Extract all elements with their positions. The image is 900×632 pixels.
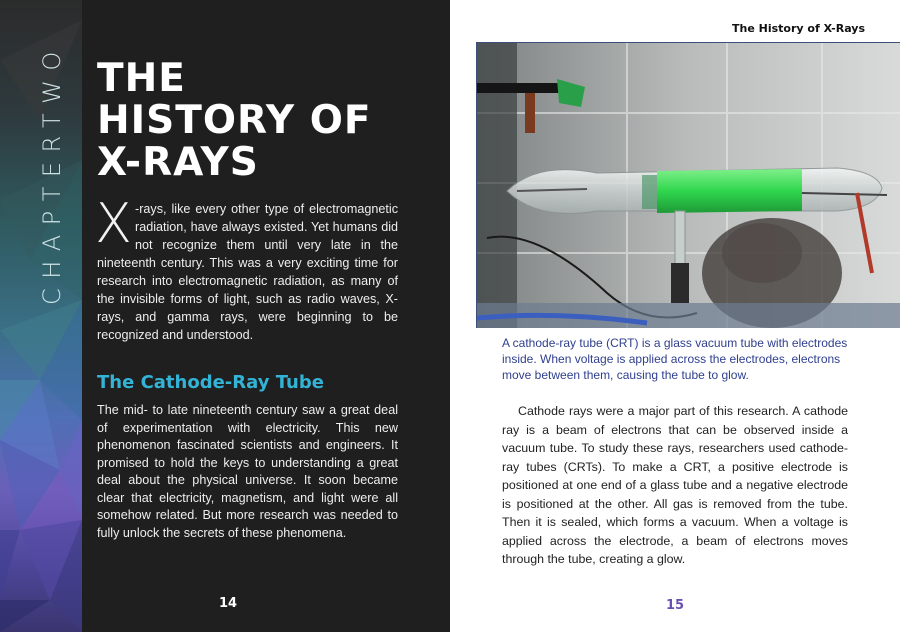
title-line: X-RAYS	[97, 140, 259, 185]
title-line: THE	[97, 56, 186, 101]
section-heading: The Cathode-Ray Tube	[97, 372, 324, 393]
intro-paragraph	[95, 192, 398, 344]
running-header: The History of X-Rays	[732, 22, 865, 35]
intro-text: -rays, like every other type of electromagnetic radiation, have always existed. Yet humans did not recognize them until very late in the nineteenth century. This was a very exciting time for research into electromagnetic radiation, as many of the invisible forms of light, such as radio waves, X-rays, and gamma rays, were beginning to be recognized and understood.	[97, 202, 398, 342]
body-paragraph: Cathode rays were a major part of this research. A cathode ray is a beam of electrons that can be observed inside a vacuum tube. To study these rays, researchers used cathode-ray tubes (CRTs). To make a CRT, a positive electrode is positioned at one end of a glass tube and a negative electrode is positioned at the other. All gas is removed from the tube. Then it is sealed, which forms a vacuum. When a voltage is applied across the electrode, a beam of electrons moves through the tube, creating a glow.	[502, 404, 848, 566]
chapter-side-strip	[0, 0, 82, 632]
cathode-ray-tube-photo	[476, 42, 900, 328]
title-line: HISTORY OF	[97, 98, 372, 143]
chapter-label: CHAPTERTWO	[38, 42, 66, 305]
photo-caption: A cathode-ray tube (CRT) is a glass vacuum tube with electrodes inside. When voltage is applied across the electrodes, electrons move between them, causing the tube to glow.	[502, 336, 848, 382]
drop-cap: X	[95, 192, 132, 255]
chapter-title	[97, 58, 427, 184]
page-number-left: 14	[218, 596, 238, 611]
section-body: The mid- to late nineteenth century saw a great deal of experimentation with electricity. This new phenomenon fascinated scientists and engineers. It promised to hold the keys to understanding a great deal about the physical universe. It soon became clear that electricity, magnetism, and light were all somehow related. But more research was needed to fully unlock the secrets of these phenomena.	[97, 403, 398, 540]
right-page	[450, 0, 900, 632]
crt-illustration	[477, 43, 900, 328]
page-number-right: 15	[665, 598, 685, 613]
